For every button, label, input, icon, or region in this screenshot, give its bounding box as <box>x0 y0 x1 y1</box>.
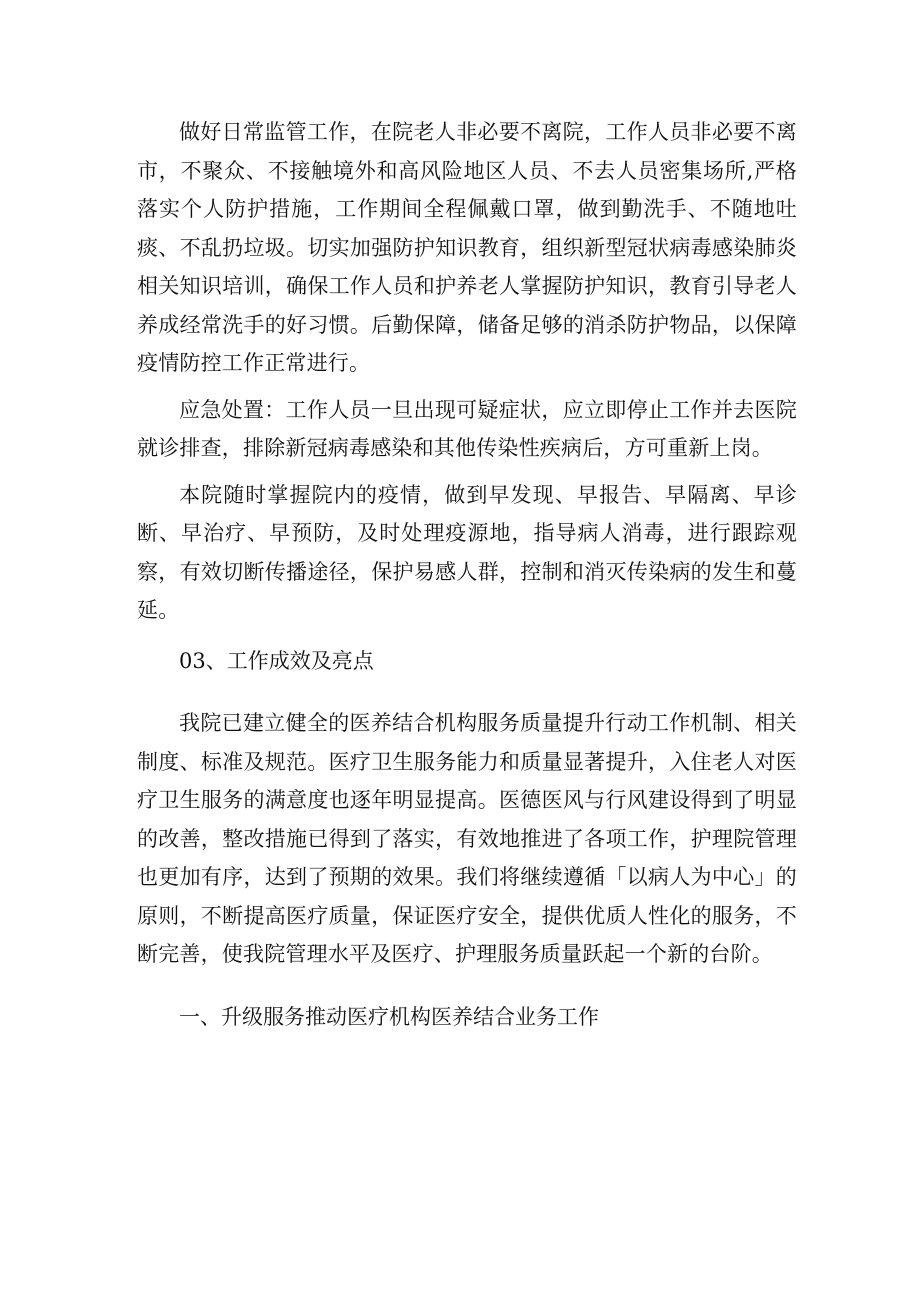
paragraph-epidemic-control: 本院随时掌握院内的疫情，做到早发现、早报告、早隔离、早诊断、早治疗、早预防，及时处理疫源地，指导病人消毒，进行跟踪观察，有效切断传播途径，保护易感人群，控制和消灭传染病的发生和蔓延。 <box>137 482 797 622</box>
subheading-upgrade-service: 一、升级服务推动医疗机构医养结合业务工作 <box>179 1004 599 1029</box>
section-heading-results: 03、工作成效及亮点 <box>179 648 374 673</box>
paragraph-emergency-handling: 应急处置：工作人员一旦出现可疑症状，应立即停止工作并去医院就诊排查，排除新冠病毒感染和其他传染性疾病后，方可重新上岗。 <box>137 397 797 460</box>
paragraph-daily-supervision: 做好日常监管工作，在院老人非必要不离院，工作人员非必要不离市，不聚众、不接触境外和高风险地区人员、不去人员密集场所,严格落实个人防护措施，工作期间全程佩戴口罩，做到勤洗手、不随地吐痰、不乱扔垃圾。切实加强防护知识教育，组织新型冠状病毒感染肺炎相关知识培训，确保工作人员和护养老人掌握防护知识，教育引导老人养成经常洗手的好习惯。后勤保障，储备足够的消杀防护物品，以保障疫情防控工作正常进行。 <box>137 120 797 375</box>
paragraph-results: 我院已建立健全的医养结合机构服务质量提升行动工作机制、相关制度、标准及规范。医疗卫生服务能力和质量显著提升，入住老人对医疗卫生服务的满意度也逐年明显提高。医德医风与行风建设得到了明显的改善，整改措施已得到了落实，有效地推进了各项工作，护理院管理也更加有序，达到了预期的效果。我们将继续遵循「以病人为中心」的原则，不断提高医疗质量，保证医疗安全，提供优质人性化的服务，不断完善，使我院管理水平及医疗、护理服务质量跃起一个新的台阶。 <box>137 711 797 966</box>
document-body <box>137 113 797 1036</box>
